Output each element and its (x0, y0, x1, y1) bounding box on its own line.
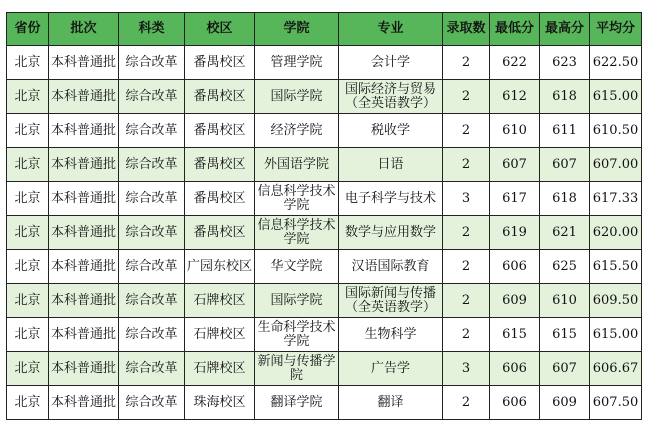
major-cell: 电子科学与技术 (339, 182, 443, 216)
header-row (7, 13, 642, 46)
province-cell: 北京 (7, 114, 49, 148)
admitted-count-cell: 2 (443, 386, 490, 420)
max-score-cell: 609 (540, 386, 590, 420)
batch-cell: 本科普通批 (49, 386, 119, 420)
column-header: 学院 (255, 13, 339, 46)
major-cell: 翻译 (339, 386, 443, 420)
table-row (7, 148, 642, 182)
batch-cell: 本科普通批 (49, 352, 119, 386)
campus-cell: 广园东校区 (185, 250, 255, 284)
province-cell: 北京 (7, 216, 49, 250)
campus-cell: 番禺校区 (185, 216, 255, 250)
table-row (7, 318, 642, 352)
avg-score-cell: 615.00 (590, 318, 642, 352)
table-row (7, 80, 642, 114)
admitted-count-cell: 2 (443, 148, 490, 182)
campus-cell: 珠海校区 (185, 386, 255, 420)
campus-cell: 番禺校区 (185, 46, 255, 80)
category-cell: 综合改革 (119, 114, 185, 148)
max-score-cell: 607 (540, 148, 590, 182)
min-score-cell: 606 (490, 386, 540, 420)
province-cell: 北京 (7, 318, 49, 352)
college-cell: 新闻与传播学院 (255, 352, 339, 386)
max-score-cell: 623 (540, 46, 590, 80)
category-cell: 综合改革 (119, 216, 185, 250)
admitted-count-cell: 2 (443, 284, 490, 318)
column-header: 录取数 (443, 13, 490, 46)
admitted-count-cell: 2 (443, 46, 490, 80)
batch-cell: 本科普通批 (49, 46, 119, 80)
college-cell: 生命科学技术学院 (255, 318, 339, 352)
max-score-cell: 610 (540, 284, 590, 318)
admitted-count-cell: 3 (443, 182, 490, 216)
table-row (7, 182, 642, 216)
campus-cell: 番禺校区 (185, 80, 255, 114)
admitted-count-cell: 3 (443, 352, 490, 386)
min-score-cell: 609 (490, 284, 540, 318)
category-cell: 综合改革 (119, 80, 185, 114)
college-cell: 信息科学技术学院 (255, 216, 339, 250)
campus-cell: 番禺校区 (185, 182, 255, 216)
category-cell: 综合改革 (119, 284, 185, 318)
batch-cell: 本科普通批 (49, 114, 119, 148)
province-cell: 北京 (7, 352, 49, 386)
category-cell: 综合改革 (119, 46, 185, 80)
max-score-cell: 618 (540, 80, 590, 114)
table-body (7, 46, 642, 420)
table-row (7, 114, 642, 148)
min-score-cell: 612 (490, 80, 540, 114)
table-row (7, 284, 642, 318)
max-score-cell: 607 (540, 352, 590, 386)
college-cell: 经济学院 (255, 114, 339, 148)
admission-table-wrapper (6, 12, 641, 420)
batch-cell: 本科普通批 (49, 284, 119, 318)
category-cell: 综合改革 (119, 250, 185, 284)
college-cell: 国际学院 (255, 284, 339, 318)
major-cell: 国际经济与贸易（全英语教学） (339, 80, 443, 114)
max-score-cell: 611 (540, 114, 590, 148)
min-score-cell: 606 (490, 250, 540, 284)
college-cell: 管理学院 (255, 46, 339, 80)
table-row (7, 216, 642, 250)
admitted-count-cell: 2 (443, 216, 490, 250)
category-cell: 综合改革 (119, 318, 185, 352)
campus-cell: 石牌校区 (185, 352, 255, 386)
avg-score-cell: 615.50 (590, 250, 642, 284)
batch-cell: 本科普通批 (49, 148, 119, 182)
admission-table (6, 12, 642, 420)
province-cell: 北京 (7, 250, 49, 284)
province-cell: 北京 (7, 148, 49, 182)
college-cell: 信息科学技术学院 (255, 182, 339, 216)
province-cell: 北京 (7, 284, 49, 318)
avg-score-cell: 610.50 (590, 114, 642, 148)
admitted-count-cell: 2 (443, 318, 490, 352)
admitted-count-cell: 2 (443, 250, 490, 284)
column-header: 科类 (119, 13, 185, 46)
batch-cell: 本科普通批 (49, 216, 119, 250)
major-cell: 税收学 (339, 114, 443, 148)
avg-score-cell: 615.00 (590, 80, 642, 114)
category-cell: 综合改革 (119, 386, 185, 420)
category-cell: 综合改革 (119, 352, 185, 386)
college-cell: 华文学院 (255, 250, 339, 284)
min-score-cell: 617 (490, 182, 540, 216)
province-cell: 北京 (7, 80, 49, 114)
province-cell: 北京 (7, 182, 49, 216)
max-score-cell: 625 (540, 250, 590, 284)
avg-score-cell: 606.67 (590, 352, 642, 386)
min-score-cell: 606 (490, 352, 540, 386)
min-score-cell: 622 (490, 46, 540, 80)
campus-cell: 石牌校区 (185, 318, 255, 352)
column-header: 批次 (49, 13, 119, 46)
max-score-cell: 621 (540, 216, 590, 250)
min-score-cell: 607 (490, 148, 540, 182)
avg-score-cell: 609.50 (590, 284, 642, 318)
college-cell: 国际学院 (255, 80, 339, 114)
min-score-cell: 619 (490, 216, 540, 250)
major-cell: 国际新闻与传播（全英语教学） (339, 284, 443, 318)
major-cell: 生物科学 (339, 318, 443, 352)
column-header: 最高分 (540, 13, 590, 46)
batch-cell: 本科普通批 (49, 182, 119, 216)
campus-cell: 石牌校区 (185, 284, 255, 318)
table-header (7, 13, 642, 46)
major-cell: 会计学 (339, 46, 443, 80)
college-cell: 外国语学院 (255, 148, 339, 182)
college-cell: 翻译学院 (255, 386, 339, 420)
category-cell: 综合改革 (119, 148, 185, 182)
table-row (7, 46, 642, 80)
column-header: 最低分 (490, 13, 540, 46)
table-row (7, 352, 642, 386)
column-header: 专业 (339, 13, 443, 46)
major-cell: 日语 (339, 148, 443, 182)
major-cell: 汉语国际教育 (339, 250, 443, 284)
min-score-cell: 615 (490, 318, 540, 352)
admitted-count-cell: 2 (443, 80, 490, 114)
campus-cell: 番禺校区 (185, 148, 255, 182)
avg-score-cell: 617.33 (590, 182, 642, 216)
max-score-cell: 615 (540, 318, 590, 352)
admitted-count-cell: 2 (443, 114, 490, 148)
column-header: 省份 (7, 13, 49, 46)
avg-score-cell: 607.00 (590, 148, 642, 182)
avg-score-cell: 620.00 (590, 216, 642, 250)
min-score-cell: 610 (490, 114, 540, 148)
table-row (7, 250, 642, 284)
max-score-cell: 618 (540, 182, 590, 216)
batch-cell: 本科普通批 (49, 80, 119, 114)
batch-cell: 本科普通批 (49, 318, 119, 352)
campus-cell: 番禺校区 (185, 114, 255, 148)
category-cell: 综合改革 (119, 182, 185, 216)
major-cell: 广告学 (339, 352, 443, 386)
batch-cell: 本科普通批 (49, 250, 119, 284)
table-row (7, 386, 642, 420)
province-cell: 北京 (7, 386, 49, 420)
avg-score-cell: 607.50 (590, 386, 642, 420)
column-header: 校区 (185, 13, 255, 46)
avg-score-cell: 622.50 (590, 46, 642, 80)
column-header: 平均分 (590, 13, 642, 46)
province-cell: 北京 (7, 46, 49, 80)
major-cell: 数学与应用数学 (339, 216, 443, 250)
